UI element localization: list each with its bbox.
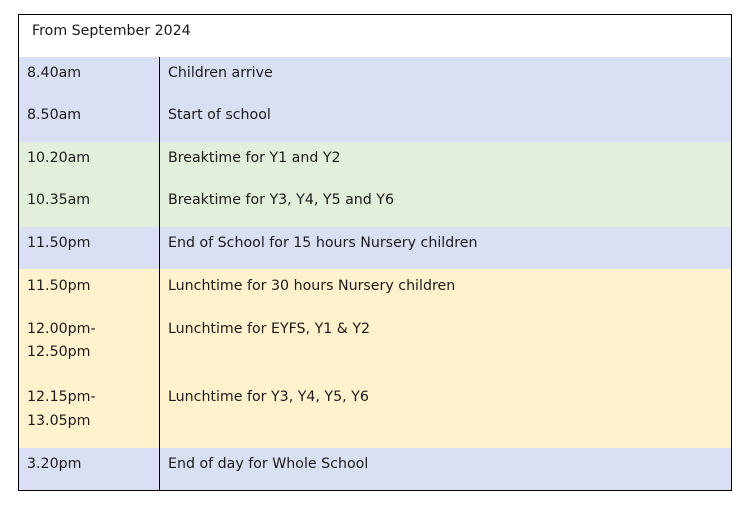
time-cell-line1: 12.00pm- bbox=[27, 321, 96, 337]
time-cell: 8.50am bbox=[27, 107, 82, 123]
event-cell: Lunchtime for Y3, Y4, Y5, Y6 bbox=[168, 389, 369, 405]
time-cell: 10.35am bbox=[27, 192, 91, 208]
column-divider bbox=[159, 57, 160, 490]
band-nursery-end bbox=[19, 227, 731, 269]
timetable-header bbox=[19, 15, 731, 57]
time-cell-line2: 13.05pm bbox=[27, 413, 91, 429]
time-cell: 3.20pm bbox=[27, 456, 82, 472]
band-morning-start bbox=[19, 57, 731, 142]
event-cell: End of School for 15 hours Nursery children bbox=[168, 235, 478, 251]
event-cell: Breaktime for Y1 and Y2 bbox=[168, 150, 341, 166]
event-cell: Start of school bbox=[168, 107, 271, 123]
time-cell: 8.40am bbox=[27, 65, 82, 81]
event-cell: End of day for Whole School bbox=[168, 456, 369, 472]
time-cell-line1: 12.15pm- bbox=[27, 389, 96, 405]
time-cell: 10.20am bbox=[27, 150, 91, 166]
band-lunchtime bbox=[19, 269, 731, 448]
header-title: From September 2024 bbox=[32, 23, 191, 39]
band-breaktime bbox=[19, 142, 731, 227]
event-cell: Breaktime for Y3, Y4, Y5 and Y6 bbox=[168, 192, 394, 208]
event-cell: Lunchtime for EYFS, Y1 & Y2 bbox=[168, 321, 371, 337]
time-cell: 11.50pm bbox=[27, 235, 91, 251]
time-cell-line2: 12.50pm bbox=[27, 344, 91, 360]
band-end-of-day bbox=[19, 448, 731, 490]
timetable bbox=[18, 14, 732, 491]
event-cell: Lunchtime for 30 hours Nursery children bbox=[168, 278, 456, 294]
event-cell: Children arrive bbox=[168, 65, 273, 81]
time-cell: 11.50pm bbox=[27, 278, 91, 294]
